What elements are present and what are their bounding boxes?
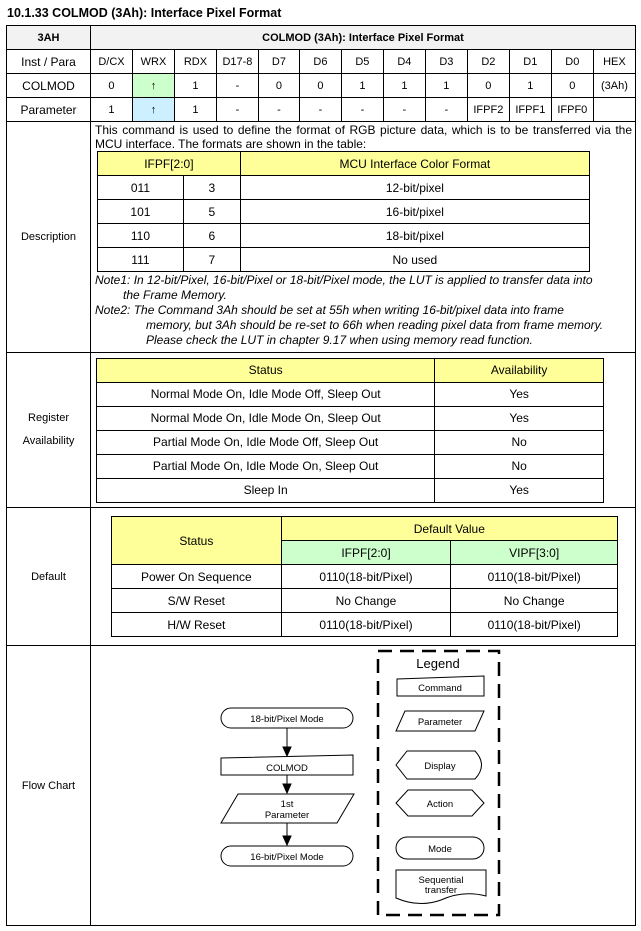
vipf-subheader: VIPF[3:0] (451, 541, 618, 565)
bit-value: - (216, 74, 258, 98)
format-value: 18-bit/pixel (240, 224, 589, 248)
format-value: No used (240, 248, 589, 272)
inst-para-label: Inst / Para (7, 50, 91, 74)
format-value: 16-bit/pixel (240, 200, 589, 224)
legend-display-text: Display (424, 761, 456, 772)
legend-sequential-text: Sequential (418, 875, 464, 886)
section-title: 10.1.33 COLMOD (3Ah): Interface Pixel Format (7, 6, 282, 20)
availability-row (97, 382, 604, 406)
bit-value: (3Ah) (593, 74, 635, 98)
availability-status: Sleep In (97, 478, 435, 502)
default-status-header: Status (112, 517, 282, 565)
bit-col: D4 (383, 50, 425, 74)
format-table (97, 151, 590, 272)
bit-value: 0 (467, 74, 509, 98)
flowchart-label: Flow Chart (7, 646, 91, 926)
availability-value: No (435, 430, 604, 454)
default-ifpf: No Change (281, 589, 451, 613)
colmod-row (7, 74, 636, 98)
bit-value: - (258, 98, 299, 122)
format-num: 7 (183, 248, 240, 272)
availability-status: Normal Mode On, Idle Mode On, Sleep Out (97, 406, 435, 430)
parameter-text-line: 1st (280, 799, 294, 810)
bit-value: - (299, 98, 341, 122)
command-code: 3AH (7, 26, 91, 50)
command-text: COLMOD (266, 763, 308, 774)
bit-value: 0 (91, 74, 133, 98)
legend-parameter-text: Parameter (417, 717, 463, 728)
legend-mode-text: Mode (428, 844, 452, 855)
colmod-label: COLMOD (7, 74, 91, 98)
register-label (7, 353, 91, 508)
note-1 (91, 273, 635, 303)
bit-value: ↑ (132, 98, 174, 122)
availability-status: Partial Mode On, Idle Mode On, Sleep Out (97, 454, 435, 478)
bit-value: 0 (299, 74, 341, 98)
bit-value: 1 (91, 98, 133, 122)
bit-value: 1 (509, 74, 551, 98)
ifpf-subheader: IFPF[2:0] (281, 541, 451, 565)
parameter-row (7, 98, 636, 122)
bit-col: D2 (467, 50, 509, 74)
default-row (7, 508, 636, 646)
format-code: 011 (98, 176, 184, 200)
default-ifpf: 0110(18-bit/Pixel) (281, 565, 451, 589)
bit-value: IFPF1 (509, 98, 551, 122)
default-value-header: Default Value (281, 517, 617, 541)
default-vipf: No Change (451, 589, 618, 613)
availability-row (97, 454, 604, 478)
bit-col: D7 (258, 50, 299, 74)
command-name: COLMOD (3Ah): Interface Pixel Format (91, 26, 636, 50)
legend-action-text: Action (426, 799, 454, 810)
ifpf-header: IFPF[2:0] (98, 152, 241, 176)
format-row (98, 200, 590, 224)
bit-col: D17-8 (216, 50, 258, 74)
availability-row (97, 478, 604, 502)
availability-status: Partial Mode On, Idle Mode Off, Sleep Out (97, 430, 435, 454)
bit-col: HEX (593, 50, 635, 74)
availability-header: Availability (435, 358, 604, 382)
format-row (98, 248, 590, 272)
default-ifpf: 0110(18-bit/Pixel) (281, 613, 451, 637)
bit-col: D1 (509, 50, 551, 74)
availability-value: Yes (435, 478, 604, 502)
availability-row (97, 406, 604, 430)
format-row (98, 224, 590, 248)
bit-value: - (425, 98, 467, 122)
default-value-row (112, 589, 618, 613)
bit-col: RDX (174, 50, 216, 74)
default-status: Power On Sequence (112, 565, 282, 589)
note-2-line: Please check the LUT in chapter 9.17 when using memory read function. (146, 333, 533, 347)
bit-value: 1 (383, 74, 425, 98)
end-mode-text: 16-bit/Pixel Mode (250, 852, 324, 863)
bit-col: D5 (341, 50, 383, 74)
bit-value: - (216, 98, 258, 122)
legend-command-text: Command (418, 683, 462, 694)
flowchart-row (7, 646, 636, 926)
bit-col: D/CX (91, 50, 133, 74)
bit-header-row (7, 50, 636, 74)
note-1-line: the Frame Memory. (123, 288, 227, 302)
description-row (7, 122, 636, 353)
default-table (111, 516, 618, 637)
default-vipf: 0110(18-bit/Pixel) (451, 613, 618, 637)
bit-col: D3 (425, 50, 467, 74)
register-label-line: Register (28, 412, 69, 424)
availability-value: Yes (435, 382, 604, 406)
availability-status: Normal Mode On, Idle Mode Off, Sleep Out (97, 382, 435, 406)
parameter-label: Parameter (7, 98, 91, 122)
format-code: 111 (98, 248, 184, 272)
bit-value: - (383, 98, 425, 122)
note-2-line: memory, but 3Ah should be re-set to 66h when reading pixel data from frame memory. (146, 318, 604, 332)
default-status: H/W Reset (112, 613, 282, 637)
bit-value: IFPF0 (551, 98, 593, 122)
command-table (6, 25, 636, 926)
bit-value: 0 (551, 74, 593, 98)
note-2-line: Note2: The Command 3Ah should be set at 55h when writing 16-bit/pixel data into frame (95, 303, 564, 317)
mcu-format-header: MCU Interface Color Format (240, 152, 589, 176)
availability-row (97, 430, 604, 454)
default-label: Default (7, 508, 91, 646)
description-intro: This command is used to define the format of RGB picture data, which is to be transferred via the MCU interface. The formats are shown in the table: (95, 123, 632, 151)
format-code: 101 (98, 200, 184, 224)
default-vipf: 0110(18-bit/Pixel) (451, 565, 618, 589)
bit-value: 1 (174, 98, 216, 122)
register-row (7, 353, 636, 508)
status-header: Status (97, 358, 435, 382)
format-num: 3 (183, 176, 240, 200)
bit-col: D0 (551, 50, 593, 74)
bit-col: D6 (299, 50, 341, 74)
format-num: 6 (183, 224, 240, 248)
parameter-text-line: Parameter (264, 810, 310, 821)
bit-value: 0 (258, 74, 299, 98)
bit-value: ↑ (132, 74, 174, 98)
note-1-line: Note1: In 12-bit/Pixel, 16-bit/Pixel or 18-bit/Pixel mode, the LUT is applied to transfer data into (95, 273, 593, 287)
format-row (98, 176, 590, 200)
format-code: 110 (98, 224, 184, 248)
bit-value: - (341, 98, 383, 122)
bit-value: 1 (425, 74, 467, 98)
bit-value: IFPF2 (467, 98, 509, 122)
note-2 (91, 303, 635, 348)
format-value: 12-bit/pixel (240, 176, 589, 200)
availability-value: Yes (435, 406, 604, 430)
legend-sequential-text: transfer (424, 885, 458, 896)
availability-value: No (435, 454, 604, 478)
bit-value (593, 98, 635, 122)
register-label-line: Availability (22, 435, 75, 447)
availability-table (96, 358, 604, 503)
bit-value: 1 (174, 74, 216, 98)
default-value-row (112, 613, 618, 637)
start-mode-text: 18-bit/Pixel Mode (250, 714, 324, 725)
default-value-row (112, 565, 618, 589)
legend-title: Legend (416, 656, 460, 671)
default-status: S/W Reset (112, 589, 282, 613)
bit-value: 1 (341, 74, 383, 98)
description-label: Description (7, 122, 91, 353)
format-num: 5 (183, 200, 240, 224)
flow-chart-diagram (91, 646, 634, 922)
bit-col: WRX (132, 50, 174, 74)
